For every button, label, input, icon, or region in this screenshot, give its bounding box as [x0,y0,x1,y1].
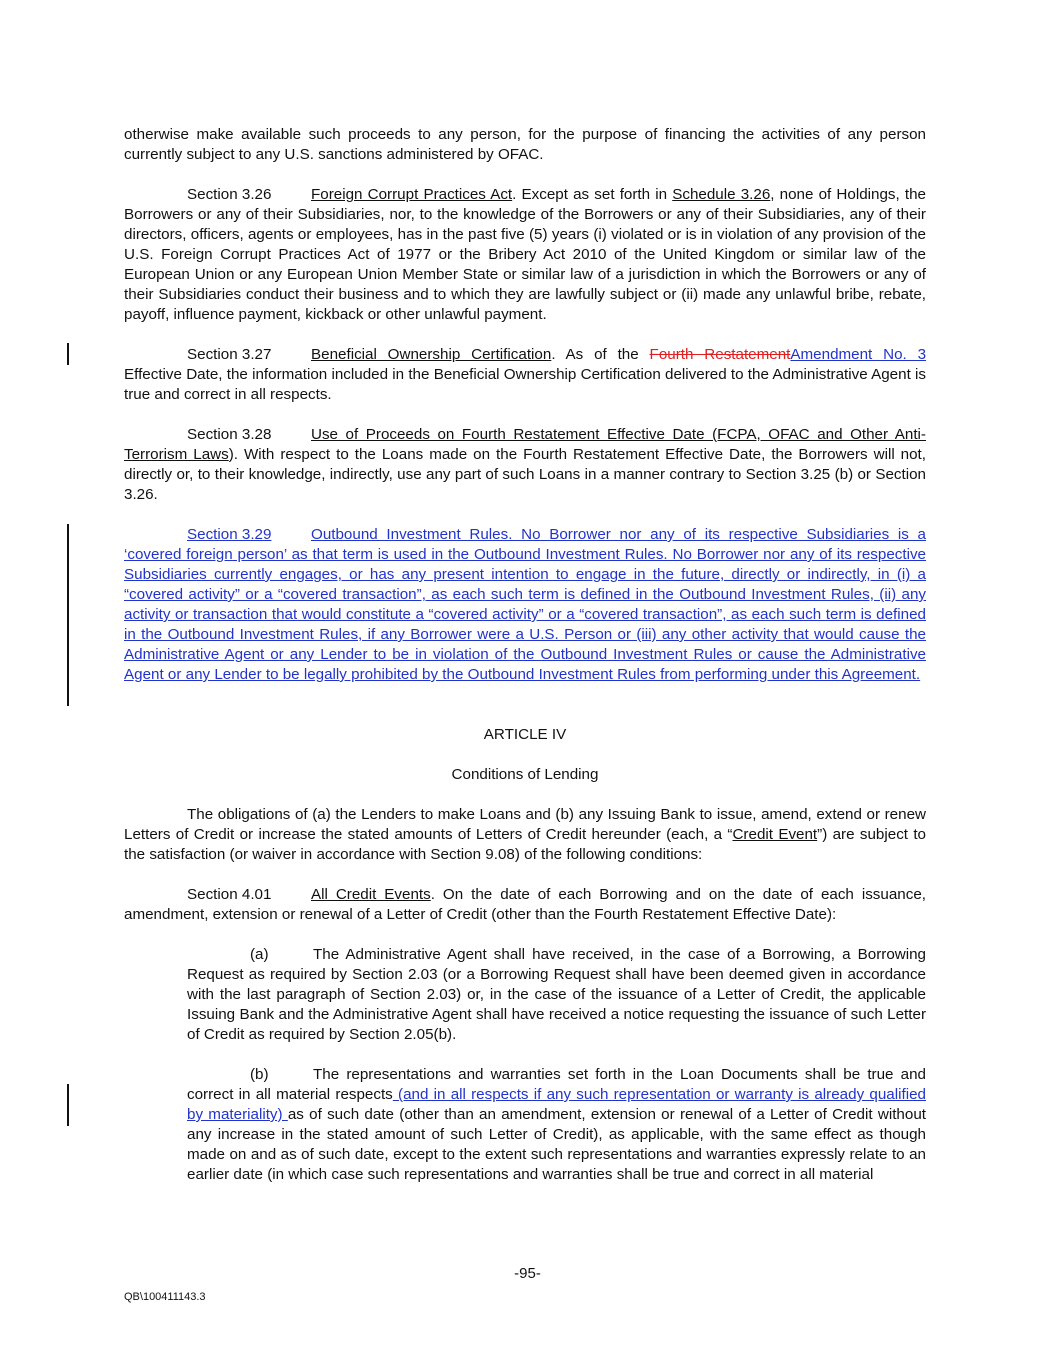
section-3-26: Section 3.26 Foreign Corrupt Practices Act. Except as set forth in Schedule 3.26, none of Holdings, the Borrowers or any of their Subsidiaries, nor, to the knowledge of the Borrowers or any of their Subsidiaries, any of their directors, officers, agents or employees, has in the past five (5) years (i) violated or is in violation of any provision of the U.S. Foreign Corrupt Practices Act of 1977 or the Bribery Act 2010 of the United Kingdom or similar law of the European Union or any European Union Member State or similar law of a jurisdiction in which the Borrowers or any of their Subsidiaries conduct their business and to which they are lawfully subject or (ii) made any unlawful bribe, rebate, payoff, influence payment, kickback or other unlawful payment. [124,186,926,323]
clause-label: (b) [250,1066,269,1083]
schedule-reference: Schedule 3.26 [672,186,771,203]
clause-b: (b) The representations and warranties set forth in the Loan Documents shall be true and correct in all material respects (and in all respects if any such representation or warranty is already qualified by materiality) as of such date (other than an amendment, extension or renewal of a Letter of Credit without any increase in the stated amount of such Letter of Credit), as applicable, with the same effect as though made on and as of such date, except to the extent such representations and warranties expressly relate to an earlier date (in which case such representations and warranties shall be true and correct in all material [187,1066,926,1183]
clause-a: (a) The Administrative Agent shall have received, in the case of a Borrowing, a Borrowing Request as required by Section 2.03 (or a Borrowing Request shall have been deemed given in accordance with the last paragraph of Section 2.03) or, in the case of the issuance of a Letter of Credit, the applicable Issuing Bank and the Administrative Agent shall have received a notice requesting the issuance of such Letter of Credit as required by Section 2.05(b). [187,946,926,1043]
article-intro: The obligations of (a) the Lenders to make Loans and (b) any Issuing Bank to issue, amend, extend or renew Letters of Credit or increase the stated amounts of Letters of Credit hereunder (each, a “Credit Event”) are subject to the satisfaction (or waiver in accordance with Section 9.08) of the following conditions: [124,806,927,863]
page-number: -95- [514,1265,541,1282]
change-bar [67,1084,69,1126]
article-heading: ARTICLE IV [483,726,567,743]
section-title: Beneficial Ownership Certification [311,346,552,363]
paragraph-continuation [124,125,926,165]
section-title: Use of Proceeds on Fourth Restatement Effective Date (FCPA, OFAC and Other Anti-Terrorism Laws [124,426,926,463]
section-3-28: Section 3.28 Use of Proceeds on Fourth Restatement Effective Date (FCPA, OFAC and Other Anti-Terrorism Laws). With respect to the Loans made on the Fourth Restatement Effective Date, the Borrowers will not, directly or, to their knowledge, indirectly, use any part of such Loans in a manner contrary to Section 3.25 (b) or Section 3.26. [124,426,926,503]
inserted-text: (and in all respects if any such representation or warranty is already qualified by materiality) [187,1086,926,1123]
clause-label: (a) [250,946,269,963]
section-3-27: Section 3.27 Beneficial Ownership Certification. As of the Fourth RestatementAmendment No. 3 Effective Date, the information included in the Beneficial Ownership Certification delivered to the Administrative Agent is true and correct in all respects. [124,346,927,403]
section-3-29 [124,525,926,685]
change-bar [67,343,69,365]
section-number: Section 4.01 [187,886,272,903]
inserted-section-text: Outbound Investment Rules. No Borrower nor any of its respective Subsidiaries is a ‘covered foreign person’ as that term is used in the Outbound Investment Rules. No Borrower nor any of its respective Subsidiaries currently engages, or has any present intention to engage in the future, directly or indirectly, in (i) a “covered activity” or a “covered transaction”, as each such term is defined in the Outbound Investment Rules, (ii) any activity or transaction that would constitute a “covered activity” or a “covered transaction”, as each such term is defined in the Outbound Investment Rules, if any Borrower were a U.S. Person or (iii) any other activity that would cause the Administrative Agent or any Lender to be in violation of the Outbound Investment Rules or cause the Administrative Agent or any Lender to be legally prohibited by the Outbound Investment Rules from performing under this Agreement. [124,526,926,683]
section-4-01: Section 4.01 All Credit Events. On the date of each Borrowing and on the date of each issuance, amendment, extension or renewal of a Letter of Credit (other than the Fourth Restatement Effective Date): [124,886,926,923]
section-number: Section 3.27 [187,346,272,363]
inserted-text: Amendment No. 3 [790,346,927,363]
article-title: Conditions of Lending [451,766,599,783]
defined-term: Credit Event [732,826,818,843]
section-number: Section 3.26 [187,186,272,203]
section-number: Section 3.29 [187,526,272,543]
deleted-text: Fourth Restatement [649,346,791,363]
change-bar [67,524,69,706]
paragraph-text: otherwise make available such proceeds to any person, for the purpose of financing the activities of any person currently subject to any U.S. sanctions administered by OFAC. [124,126,926,163]
section-title: All Credit Events [311,886,431,903]
section-title: Foreign Corrupt Practices Act [311,186,513,203]
section-number: Section 3.28 [187,426,272,443]
document-id: QB\100411143.3 [124,1291,206,1303]
